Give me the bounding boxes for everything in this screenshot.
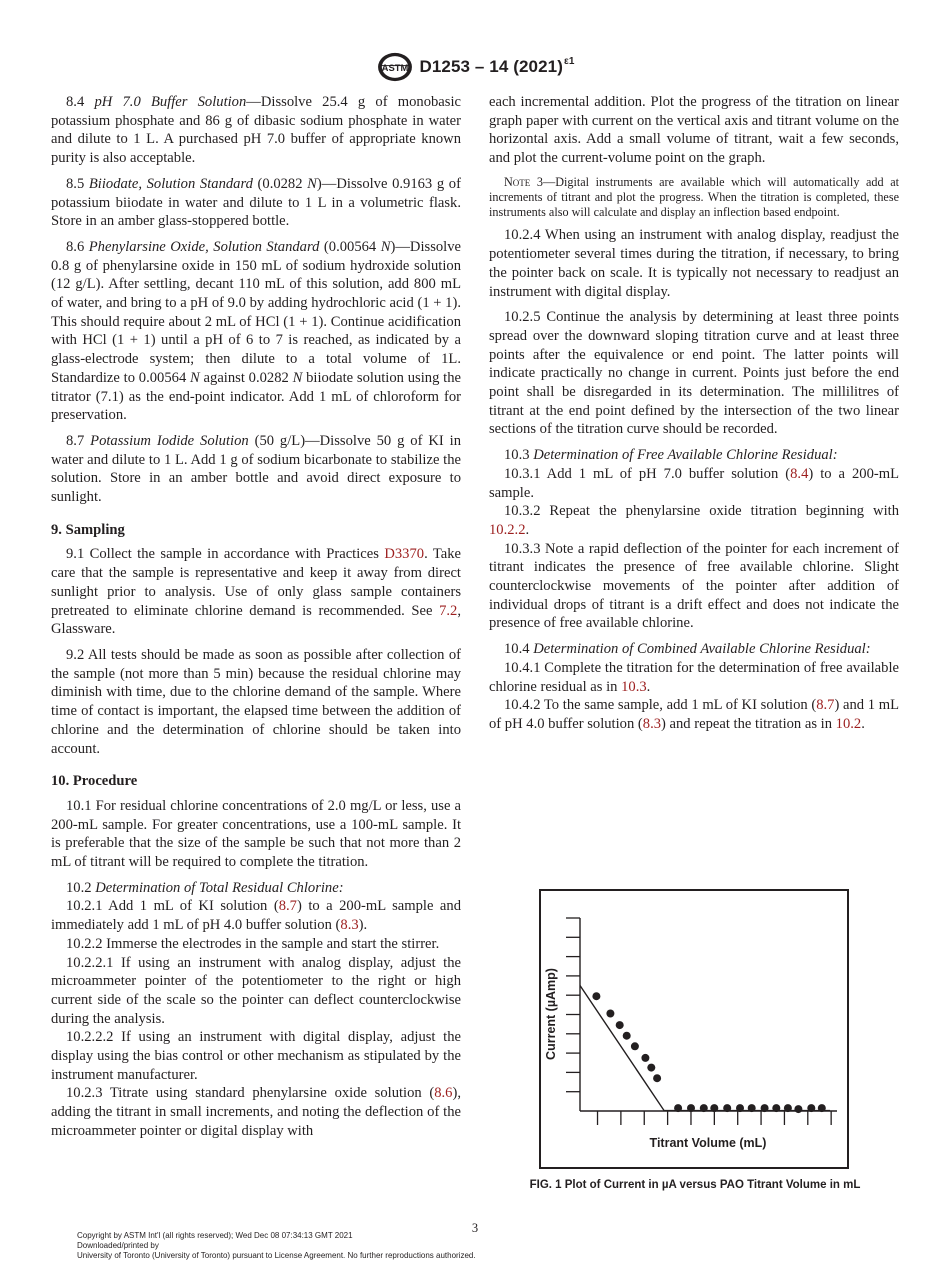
ref-8-3-link[interactable]: 8.3 <box>642 716 662 732</box>
x-axis-ticks <box>598 1111 832 1125</box>
section-10-2-2: 10.2.2 Immerse the electrodes in the sample and start the stirrer. <box>66 935 440 952</box>
section-8-7: 8.7 Potassium Iodide Solution (50 g/L)—Dissolve 50 g of KI in water and dilute to 1 L. Add 1 g of sodium bicarbonate to stabilize the solution. Store in an amber bottle and avoid direct exposure to sunlight. <box>51 432 461 506</box>
section-9-2: 9.2 All tests should be made as soon as possible after collection of the sample (not more than 5 min) because the residual chlorine may diminish with time, due to the chlorine demand of the sample. Where time of contact is important, the elapsed time between the addition of chlorine and the determination of chlorine should be taken into account. <box>51 646 461 757</box>
ref-10-2-2-link[interactable]: 10.2.2 <box>489 521 526 538</box>
section-10-2-4: 10.2.4 When using an instrument with analog display, readjust the potentiometer several times during the titration, if necessary, to bring the pointer back on scale. It is typically not necessary to readjust an instrument with digital display. <box>489 227 899 300</box>
data-point <box>700 1104 708 1112</box>
svg-text:ASTM: ASTM <box>381 61 408 73</box>
data-point <box>736 1104 744 1112</box>
section-10-1: 10.1 For residual chlorine concentrations of 2.0 mg/L or less, use a 200-mL sample. For greater concentrations, use a 100-mL sample. It is preferable that the size of the sample be such that not more than 2 mL of titrant will be required to complete the titration. <box>51 797 461 871</box>
y-axis-ticks <box>566 918 580 1092</box>
left-column <box>51 93 461 1141</box>
section-10-2-5: 10.2.5 Continue the analysis by determining at least three points spread over the downward sloping titration curve and at least three points after the equivalence or end point. The latter points will indicate practically no change in current. Points just before the end point shall be disregarded in its determination. The millilitres of titrant at the end point defined by the intersection of the two linear sections of the titration curve should be recorded. <box>489 309 899 438</box>
heading-procedure: 10. Procedure <box>51 773 138 790</box>
section-10-3-3: 10.3.3 Note a rapid deflection of the pointer for each increment of titrant indicates the presence of free available chlorine. Slight counterclockwise movements of the pointer after addition of individual drops of titrant is a drift effect and does not indicate the presence of free available chlorine. <box>489 540 899 632</box>
section-8-5: 8.5 Biiodate, Solution Standard (0.0282 N)—Dissolve 0.9163 g of potassium biiodate in water and dilute to 1 L in a volumetric flask. Store in an amber glass-stoppered bottle. <box>51 175 461 230</box>
footer-line-1: Copyright by ASTM Int'l (all rights reserved); Wed Dec 08 07:34:13 GMT 2021 <box>77 1231 353 1240</box>
copyright-footer <box>77 1231 476 1261</box>
data-point <box>647 1064 655 1072</box>
x-axis-label: Titrant Volume (mL) <box>649 1136 767 1150</box>
data-point <box>616 1021 624 1029</box>
standard-designation: D1253 – 14 $(2021)^{\varepsilon 1}$ <box>419 56 575 76</box>
section-10-3-1: 10.3.1 Add 1 mL of pH 7.0 buffer solution (8.4) to a 200-mL sample. <box>489 465 900 501</box>
data-points <box>592 992 825 1113</box>
ref-10-2-link[interactable]: 10.2 <box>835 716 862 732</box>
section-8-6: 8.6 Phenylarsine Oxide, Solution Standard (0.00564 N)—Dissolve 0.8 g of phenylarsine oxide in 150 mL of sodium hydroxide solution (12 g/L). After settling, decant 110 mL of this solution, add 800 mL of water, and bring to a pH of 9.0 by adding hydrochloric acid (1 + 1). This should require about 2 mL of HCl (1 + 1). Continue acidification with HCl (1 + 1) until a pH of 6 to 7 is reached, as indicated by a glass-electrode system; then dilute to a total volume of 1L. Standardize to 0.00564 N against 0.0282 N biiodate solution using the titrator (7.1) as the end-point indicator. Add 1 mL of chloroform for preservation. <box>51 238 461 424</box>
heading-sampling: 9. Sampling <box>51 521 125 538</box>
ref-10-3-link[interactable]: 10.3 <box>621 678 647 695</box>
titration-plot <box>539 889 849 1169</box>
ref-7-2-link[interactable]: 7.2 <box>439 602 458 619</box>
ref-8-3-link[interactable]: 8.3 <box>340 917 359 934</box>
data-point <box>623 1032 631 1040</box>
section-10-4: 10.4 Determination of Combined Available Chlorine Residual: <box>504 641 871 658</box>
section-10-3: 10.3 Determination of Free Available Chlorine Residual: <box>504 447 838 464</box>
section-10-2-1: 10.2.1 Add 1 mL of KI solution (8.7) to a 200-mL sample and immediately add 1 mL of pH 4.0 buffer solution (8.3). <box>51 898 461 934</box>
ref-8-4-link[interactable]: 8.4 <box>790 465 809 482</box>
titration-curve <box>580 986 830 1111</box>
data-point <box>723 1104 731 1112</box>
data-point <box>631 1042 639 1050</box>
section-10-2: 10.2 Determination of Total Residual Chlorine: <box>66 879 344 896</box>
section-10-4-1: 10.4.1 Complete the titration for the determination of free available chlorine residual as in 10.3. <box>489 659 899 695</box>
data-point <box>606 1010 614 1018</box>
data-point <box>653 1074 661 1082</box>
figure-1 <box>539 889 849 1169</box>
data-point <box>772 1104 780 1112</box>
section-10-4-2: 10.4.2 To the same sample, add 1 mL of KI solution (8.7) and 1 mL of pH 4.0 buffer solution (8.3) and repeat the titration as in 10.2. <box>489 697 899 732</box>
page-number: 3 <box>471 1221 479 1235</box>
note-3: Note 3—Digital instruments are available which will automatically add at increments of titrant and plot the progress. When the titration is completed, these instruments also will calculate and display an inflection based endpoint. <box>489 174 899 220</box>
section-8-4: 8.4 pH 7.0 Buffer Solution—Dissolve 25.4 g of monobasic potassium phosphate and 86 g of dibasic sodium phosphate in water and dilute to 1 L. A purchased pH 7.0 buffer of appropriate known purity is also acceptable. <box>51 94 461 167</box>
data-point <box>687 1104 695 1112</box>
section-10-3-2: 10.3.2 Repeat the phenylarsine oxide titration beginning with 10.2.2. <box>489 503 899 538</box>
figure-border <box>540 890 848 1168</box>
section-10-2-2-1: 10.2.2.1 If using an instrument with analog display, adjust the microammeter pointer of the potentiometer to the right or high current side of the scale so the pointer can deflect counterclockwise during the analysis. <box>51 954 461 1027</box>
section-10-2-2-2: 10.2.2.2 If using an instrument with digital display, adjust the display using the bias control or other mechanism as stipulated by the instrument manufacturer. <box>51 1029 461 1083</box>
data-point <box>761 1104 769 1112</box>
data-point <box>710 1104 718 1112</box>
footer-line-3: University of Toronto (University of Toronto) pursuant to License Agreement. No further reproductions authorized. <box>77 1251 476 1260</box>
data-point <box>674 1104 682 1112</box>
section-10-2-3-continued: each incremental addition. Plot the progress of the titration on linear graph paper with current on the vertical axis and titrant volume on the horizontal axis. Add a small volume of titrant, wait a few seconds, and plot the current-volume point on the graph. <box>489 94 899 167</box>
ref-d3370-link[interactable]: D3370 <box>384 546 425 563</box>
astm-logo-icon <box>376 51 414 83</box>
section-10-2-3: 10.2.3 Titrate using standard phenylarsine oxide solution (8.6), adding the titrant in small increments, and noting the deflection of the microammeter pointer or digital display with <box>51 1085 461 1139</box>
data-point <box>794 1105 802 1113</box>
right-column <box>489 93 899 734</box>
data-point <box>818 1104 826 1112</box>
ref-8-7-link[interactable]: 8.7 <box>278 898 297 915</box>
data-point <box>592 992 600 1000</box>
data-point <box>807 1104 815 1112</box>
ref-8-6-link[interactable]: 8.6 <box>434 1085 453 1102</box>
document-header <box>0 50 950 84</box>
data-point <box>784 1104 792 1112</box>
footer-line-2: Downloaded/printed by <box>77 1241 159 1250</box>
ref-8-7-link[interactable]: 8.7 <box>816 697 835 714</box>
data-point <box>748 1104 756 1112</box>
y-axis-label: Current (µAmp) <box>544 968 558 1060</box>
data-point <box>641 1054 649 1062</box>
figure-caption: FIG. 1 Plot of Current in µA versus PAO Titrant Volume in mL <box>529 1179 861 1191</box>
section-9-1: 9.1 Collect the sample in accordance with Practices D3370. Take care that the sample is representative and keep it away from direct sunlight prior to analysis. Use of only glass sample containers pretreated to eliminate chlorine demand is recommended. See 7.2, Glassware. <box>51 546 461 638</box>
